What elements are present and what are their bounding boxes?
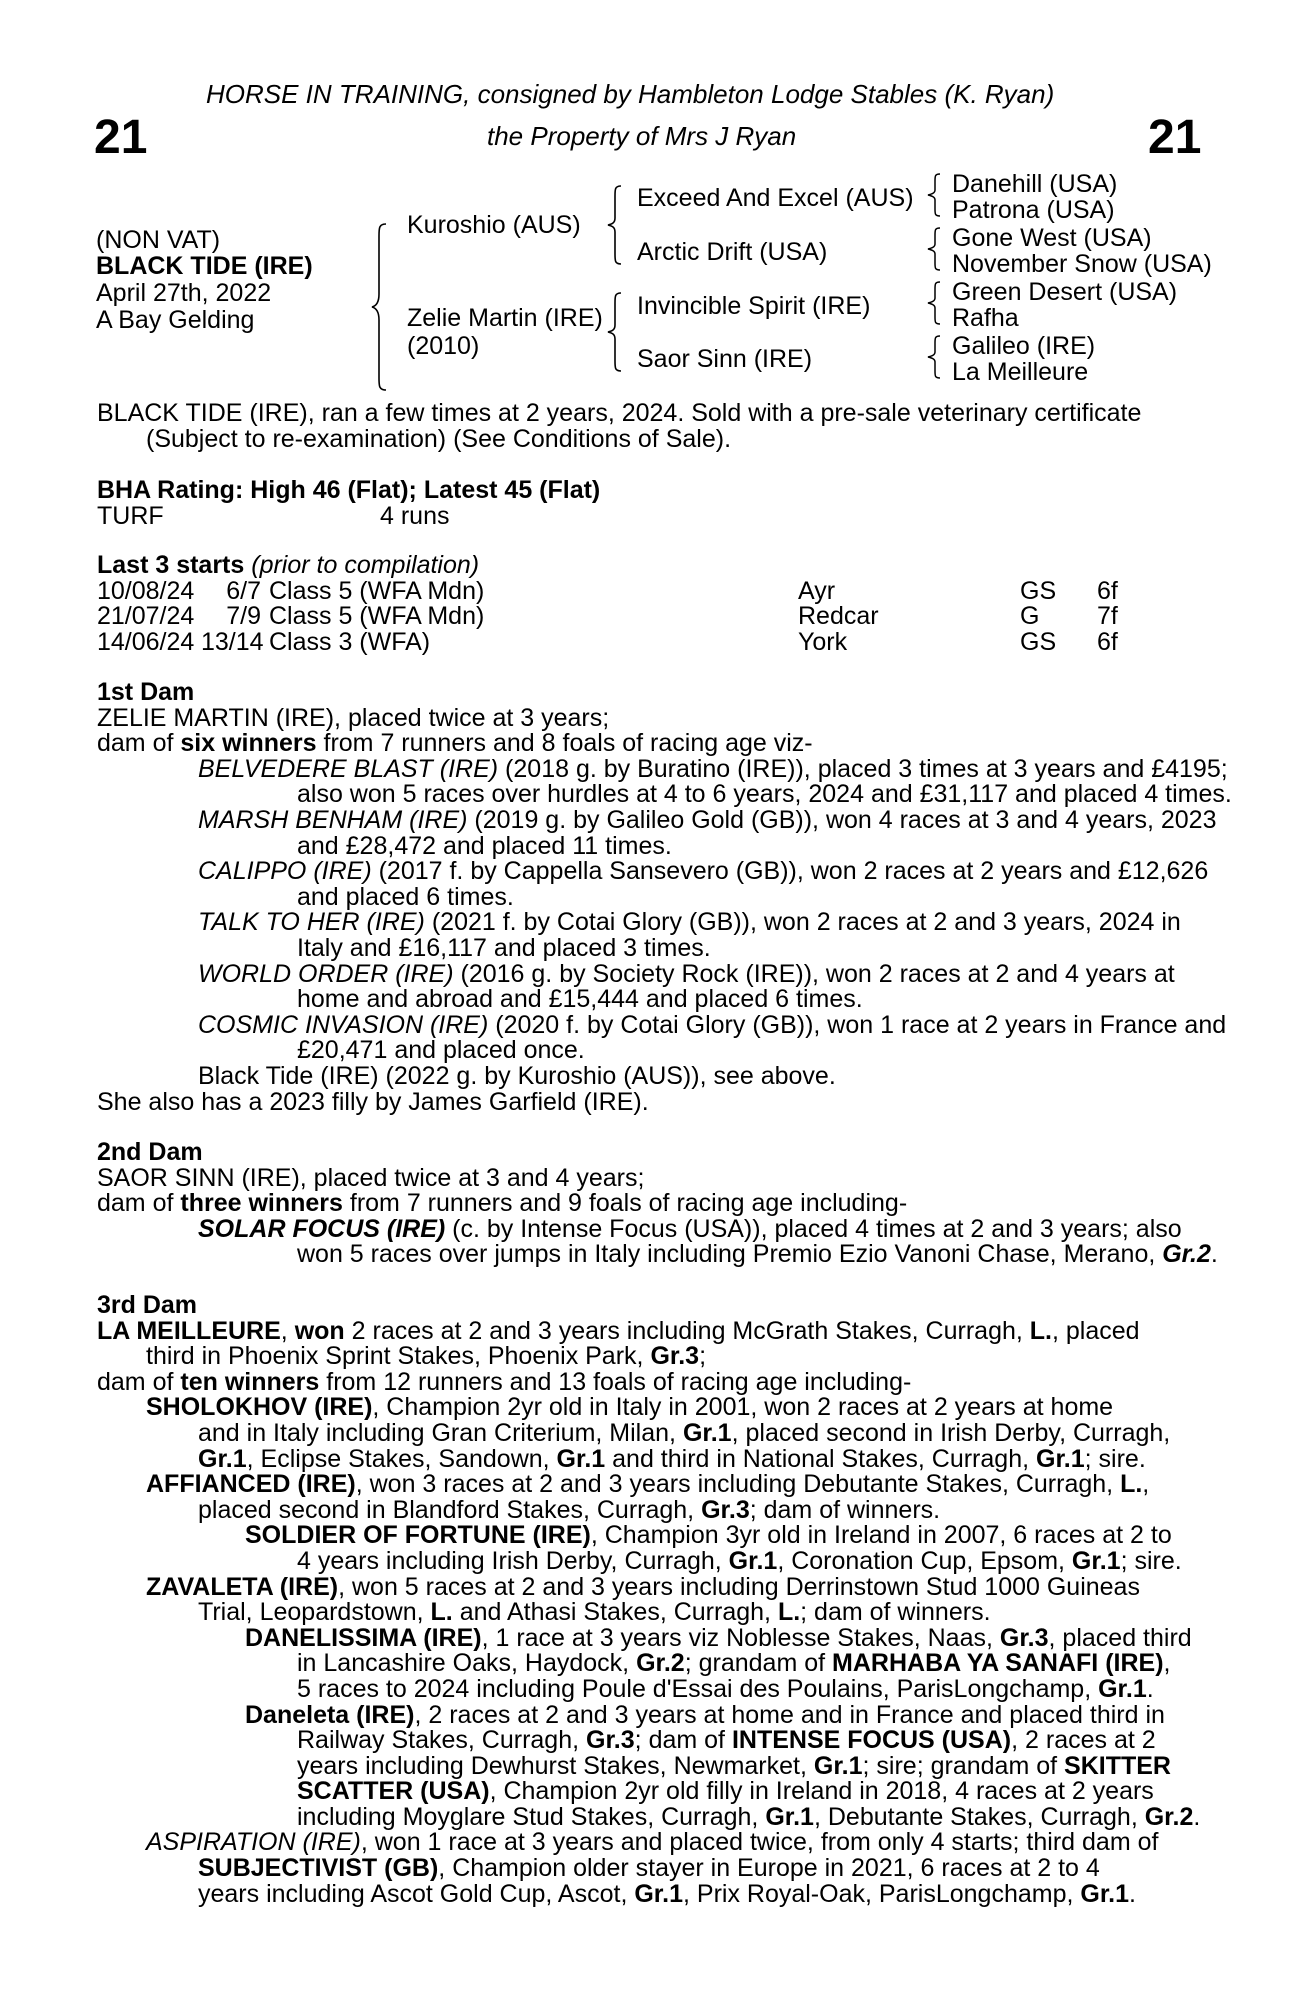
text-run: ; grandam of [684,1649,833,1678]
progeny-entry [97,1700,1207,1729]
start-course: York [798,627,848,656]
start-going: GS [1020,576,1057,605]
text-run: Gr.1 [1080,1879,1130,1908]
second-dam [97,1138,1218,1269]
text-run: . [1193,1802,1201,1831]
start-row [97,627,1207,656]
text-run: ; sire. [1120,1546,1182,1575]
runs-count: 4 runs [380,501,450,530]
first-dam-line [97,731,1207,757]
progeny-entry-cont [97,1879,1207,1908]
text-run: BELVEDERE BLAST (IRE) [198,754,499,783]
pedigree-dam-year: (2010) [407,332,480,360]
text-run: SKITTER [1064,1751,1171,1780]
property-line: the Property of Mrs J Ryan [487,121,797,151]
progeny-entry-cont [97,1546,1207,1575]
progeny-entry-cont [97,1802,1207,1831]
horse-name: BLACK TIDE (IRE) [96,252,313,280]
text-run: (2019 g. by Galileo Gold (GB)), won 4 races at 3 and 4 years, 2023 [467,805,1217,834]
text-run: Gr.1 [1071,1546,1121,1575]
text-run: , [1142,1470,1150,1499]
text-run: three winners [180,1189,343,1218]
text-run: . [1210,1240,1218,1269]
text-run: Daneleta (IRE) [245,1700,415,1729]
start-race: Class 5 (WFA Mdn) [269,576,485,605]
progeny-entry-cont [97,1495,1207,1524]
start-date: 21/07/24 [97,602,195,631]
pedigree-sire: Kuroshio (AUS) [407,211,581,239]
text-run: dam of [97,1189,181,1218]
start-course: Ayr [798,576,836,605]
pedigree-brace-g1 [925,172,947,218]
text-run: , placed second in Irish Derby, Curragh, [731,1418,1171,1447]
lot-number-right: 21 [1148,111,1202,164]
pedigree-ggs-7: Galileo (IRE) [952,332,1096,360]
progeny-entry-cont [97,1651,1207,1677]
start-distance: 6f [1097,627,1118,656]
text-run: ; [699,1342,707,1371]
text-run: , 1 race at 3 years viz Noblesse Stakes, Naas, [481,1623,1000,1652]
progeny-entry [97,859,1207,885]
text-run: (2016 g. by Society Rock (IRE)), won 2 races at 2 and 4 years at [453,959,1175,988]
start-race: Class 5 (WFA Mdn) [269,602,485,631]
text-run: dam of [97,729,181,758]
text-run: , Debutante Stakes, Curragh, [813,1802,1145,1831]
progeny-entry [97,1830,1207,1856]
text-run: LA MEILLEURE [97,1316,281,1345]
pedigree-ggs-3: Gone West (USA) [952,224,1152,252]
start-going: GS [1020,627,1057,656]
text-run: placed second in Blandford Stakes, Curragh, [198,1495,702,1524]
text-run: SHOLOKHOV (IRE) [146,1393,373,1422]
turf-runs-row [97,501,1207,530]
progeny-entry [97,910,1207,936]
progeny-entry [97,1214,1207,1243]
text-run: Trial, Leopardstown, [198,1598,431,1627]
text-run: SOLDIER OF FORTUNE (IRE) [245,1521,591,1550]
last-starts-title: Last 3 starts [97,551,245,579]
pedigree-ggs-6: Rafha [952,304,1019,332]
text-run: Gr.3 [999,1623,1049,1652]
text-run: Gr.2 [1162,1240,1211,1269]
text-run: , [1163,1649,1171,1678]
summary-line-2: (Subject to re-examination) (See Conditions of Sale). [146,424,732,453]
text-run: , placed [1051,1316,1140,1345]
progeny-entry [97,754,1228,783]
text-run: ; dam of [634,1726,732,1755]
text-run: in Lancashire Oaks, Haydock, [297,1649,637,1678]
text-run: L. [1120,1470,1143,1499]
text-run: , Eclipse Stakes, Sandown, [246,1444,557,1473]
text-run: . [1129,1879,1136,1908]
text-run: (2017 f. by Cappella Sansevero (GB)), won 2 races at 2 years and £12,626 [371,857,1209,886]
text-run: Gr.3 [701,1495,750,1524]
progeny-entry-cont [97,1674,1207,1703]
text-run: from 12 runners and 13 foals of racing age including- [319,1367,912,1396]
consignor-line: HORSE IN TRAINING, consigned by Hambleton Lodge Stables (K. Ryan) [206,79,1055,109]
text-run: SCATTER (USA) [297,1777,490,1806]
text-run: , placed third [1048,1623,1192,1652]
text-run: COSMIC INVASION (IRE) [198,1010,489,1039]
text-run: , Champion 2yr old filly in Ireland in 2018, 4 races at 2 years [489,1777,1154,1806]
summary-line-1: BLACK TIDE (IRE), ran a few times at 2 years, 2024. Sold with a pre-sale veterinary certificate [97,399,1142,427]
text-run: Gr.1 [1036,1444,1085,1473]
text-run: ; dam of winners. [749,1495,941,1524]
progeny-entry: Black Tide (IRE) (2022 g. by Kuroshio (AUS)), see above. [198,1061,836,1090]
text-run: CALIPPO (IRE) [198,857,372,886]
text-run: Gr.1 [556,1444,606,1473]
bha-rating: BHA Rating: High 46 (Flat); Latest 45 (Flat) [97,476,601,504]
text-run: INTENSE FOCUS (USA) [731,1726,1012,1755]
text-run: ZAVALETA (IRE) [146,1572,339,1601]
third-dam-title: 3rd Dam [97,1291,198,1319]
progeny-entry [97,1623,1207,1652]
last-starts [97,553,1207,655]
text-run: , won 5 races at 2 and 3 years including Derrinstown Stud 1000 Guineas [338,1572,1140,1601]
text-run: won [294,1316,345,1345]
start-row [97,576,1207,605]
text-run: AFFIANCED (IRE) [146,1470,356,1499]
text-run: from 7 runners and 9 foals of racing age including- [342,1189,908,1218]
third-dam-line [97,1344,1207,1370]
progeny-entry-cont: also won 5 races over hurdles at 4 to 6 years, 2024 and £31,117 and placed 4 times. [297,780,1232,809]
text-run: , Champion older stayer in Europe in 2021, 6 races at 2 to 4 [438,1854,1100,1883]
start-distance: 7f [1097,602,1118,631]
start-position: 6/7 [226,576,261,605]
progeny-entry [97,1523,1207,1549]
progeny-entry [97,1472,1207,1498]
rating-block [97,478,1207,529]
pedigree-ggs-2: Patrona (USA) [952,196,1115,224]
first-dam-title: 1st Dam [97,678,195,706]
text-run: Gr.1 [634,1879,683,1908]
text-run: Gr.1 [765,1802,814,1831]
text-run: and in Italy including Gran Criterium, Milan, [198,1418,683,1447]
text-run: Gr.1 [198,1444,247,1473]
third-dam-line [97,1367,1207,1396]
text-run: . [1146,1674,1154,1703]
progeny-entry-cont [97,1444,1207,1473]
start-row [97,604,1207,630]
text-run: 2 races at 2 and 3 years including McGrath Stakes, Curragh, [344,1316,1030,1345]
pedigree-brace-dam [605,291,629,371]
first-dam [97,678,1232,1116]
pedigree-ggs-5: Green Desert (USA) [952,278,1178,306]
progeny-entry-cont: £20,471 and placed once. [297,1036,585,1065]
pedigree-ggs-8: La Meilleure [952,358,1089,386]
text-run: L. [777,1598,801,1627]
text-run: including Moyglare Stud Stakes, Curragh, [297,1802,766,1831]
text-run: , Prix Royal-Oak, ParisLongchamp, [683,1879,1081,1908]
progeny-entry [97,959,1207,988]
text-run: six winners [180,729,317,758]
text-run: MARSH BENHAM (IRE) [198,805,468,834]
pedigree-brace-g4 [925,334,947,380]
text-run: Gr.3 [586,1726,635,1755]
foaling-date: April 27th, 2022 [96,279,272,307]
second-dam-line: SAOR SINN (IRE), placed twice at 3 and 4 years; [97,1163,645,1192]
text-run: , 2 races at 2 and 3 years at home and in France and placed third in [414,1700,1165,1729]
text-run: L. [430,1598,453,1627]
text-run: years including Dewhurst Stakes, Newmarket, [297,1751,814,1780]
text-run: Gr.1 [728,1546,778,1575]
text-run: ten winners [180,1367,320,1396]
text-run: and third in National Stakes, Curragh, [605,1444,1036,1473]
progeny-entry-cont: home and abroad and £15,444 and placed 6 times. [297,985,863,1014]
text-run: Gr.2 [1144,1802,1194,1831]
text-run: (c. by Intense Focus (USA)), placed 4 times at 2 and 3 years; also [445,1214,1182,1243]
text-run: (2018 g. by Buratino (IRE)), placed 3 times at 3 years and £4195; [498,754,1228,783]
start-date: 10/08/24 [97,576,195,605]
pedigree-ggs-4: November Snow (USA) [952,250,1212,278]
text-run: 5 races to 2024 including Poule d'Essai des Poulains, ParisLongchamp, [297,1674,1099,1703]
text-run: (2021 f. by Cotai Glory (GB)), won 2 races at 2 and 3 years, 2024 in [424,908,1181,937]
progeny-entry-cont [97,1856,1207,1882]
text-run: SOLAR FOCUS (IRE) [198,1214,446,1243]
text-run: Railway Stakes, Curragh, [297,1726,587,1755]
surface-label: TURF [97,501,164,530]
pedigree-brace-sire [605,184,629,264]
pedigree-dam-sire: Invincible Spirit (IRE) [637,292,871,320]
progeny-entry-cont: and placed 6 times. [297,882,514,911]
progeny-entry-cont [97,1779,1207,1805]
text-run: and Athasi Stakes, Curragh, [452,1598,778,1627]
pedigree-sire-dam: Arctic Drift (USA) [637,238,828,266]
text-run: ASPIRATION (IRE) [146,1828,361,1857]
text-run: , Coronation Cup, Epsom, [777,1546,1072,1575]
start-position: 13/14 [201,627,264,656]
text-run: TALK TO HER (IRE) [198,908,425,937]
progeny-entry [97,1395,1207,1421]
text-run: , won 3 races at 2 and 3 years including Debutante Stakes, Curragh, [355,1470,1121,1499]
text-run: Gr.1 [1098,1674,1147,1703]
text-run: ; sire; grandam of [862,1751,1065,1780]
pedigree-sire-sire: Exceed And Excel (AUS) [637,184,914,212]
horse-description: A Bay Gelding [96,306,255,334]
text-run: third in Phoenix Sprint Stakes, Phoenix Park, [146,1342,651,1371]
pedigree-brace-g3 [925,280,947,326]
last-starts-heading [97,553,1207,579]
text-run: Gr.1 [682,1418,732,1447]
text-run: dam of [97,1367,181,1396]
text-run: L. [1029,1316,1052,1345]
text-run: , Champion 2yr old in Italy in 2001, won 2 races at 2 years at home [372,1393,1114,1422]
text-run: , Champion 3yr old in Ireland in 2007, 6 races at 2 to [590,1521,1172,1550]
last-starts-note: (prior to compilation) [251,551,480,579]
progeny-entry-cont: Italy and £16,117 and placed 3 times. [297,933,711,962]
text-run: , won 1 race at 3 years and placed twice, from only 4 starts; third dam of [360,1828,1159,1857]
start-race: Class 3 (WFA) [269,627,431,656]
progeny-entry [97,1572,1207,1601]
pedigree-dam: Zelie Martin (IRE) [407,304,603,332]
first-dam-note: She also has a 2023 filly by James Garfield (IRE). [97,1087,649,1116]
progeny-entry-cont [97,1728,1207,1754]
pedigree-brace-main [370,222,400,392]
progeny-entry-cont [97,1418,1207,1447]
start-course: Redcar [798,602,879,631]
text-run: ; dam of winners. [800,1598,991,1627]
progeny-entry-cont [97,1240,1218,1269]
text-run: (2020 f. by Cotai Glory (GB)), won 1 race at 2 years in France and [488,1010,1227,1039]
text-run: SUBJECTIVIST (GB) [198,1854,439,1883]
text-run: , 2 races at 2 [1011,1726,1156,1755]
pedigree-brace-g2 [925,226,947,272]
progeny-entry [97,1010,1227,1039]
text-run: won 5 races over jumps in Italy including Premio Ezio Vanoni Chase, Merano, [297,1240,1163,1269]
progeny-entry-cont [97,1600,1207,1626]
text-run: 4 years including Irish Derby, Curragh, [297,1546,729,1575]
text-run: WORLD ORDER (IRE) [198,959,454,988]
third-dam-line [97,1316,1207,1345]
start-date: 14/06/24 [97,627,195,656]
text-run: years including Ascot Gold Cup, Ascot, [198,1879,635,1908]
start-going: G [1020,602,1040,631]
progeny-entry-cont: and £28,472 and placed 11 times. [297,831,672,860]
lot-number-left: 21 [94,111,148,164]
text-run: DANELISSIMA (IRE) [245,1623,482,1652]
second-dam-line [97,1191,1207,1217]
text-run: Gr.2 [636,1649,685,1678]
text-run: , [280,1316,295,1345]
start-position: 7/9 [226,602,261,631]
race-summary [97,401,1207,452]
first-dam-line: ZELIE MARTIN (IRE), placed twice at 3 years; [97,703,610,732]
text-run: from 7 runners and 8 foals of racing age viz- [316,729,813,758]
text-run: MARHABA YA SANAFI (IRE) [832,1649,1164,1678]
pedigree-dam-dam: Saor Sinn (IRE) [637,345,813,373]
pedigree-ggs-1: Danehill (USA) [952,170,1118,198]
third-dam [97,1293,1207,1907]
text-run: Gr.3 [650,1342,700,1371]
second-dam-title: 2nd Dam [97,1138,203,1166]
progeny-entry-cont [97,1751,1207,1780]
progeny-entry [97,805,1217,834]
start-distance: 6f [1097,576,1118,605]
text-run: ; sire. [1084,1444,1146,1473]
vat-status: (NON VAT) [96,226,221,254]
text-run: Gr.1 [813,1751,863,1780]
